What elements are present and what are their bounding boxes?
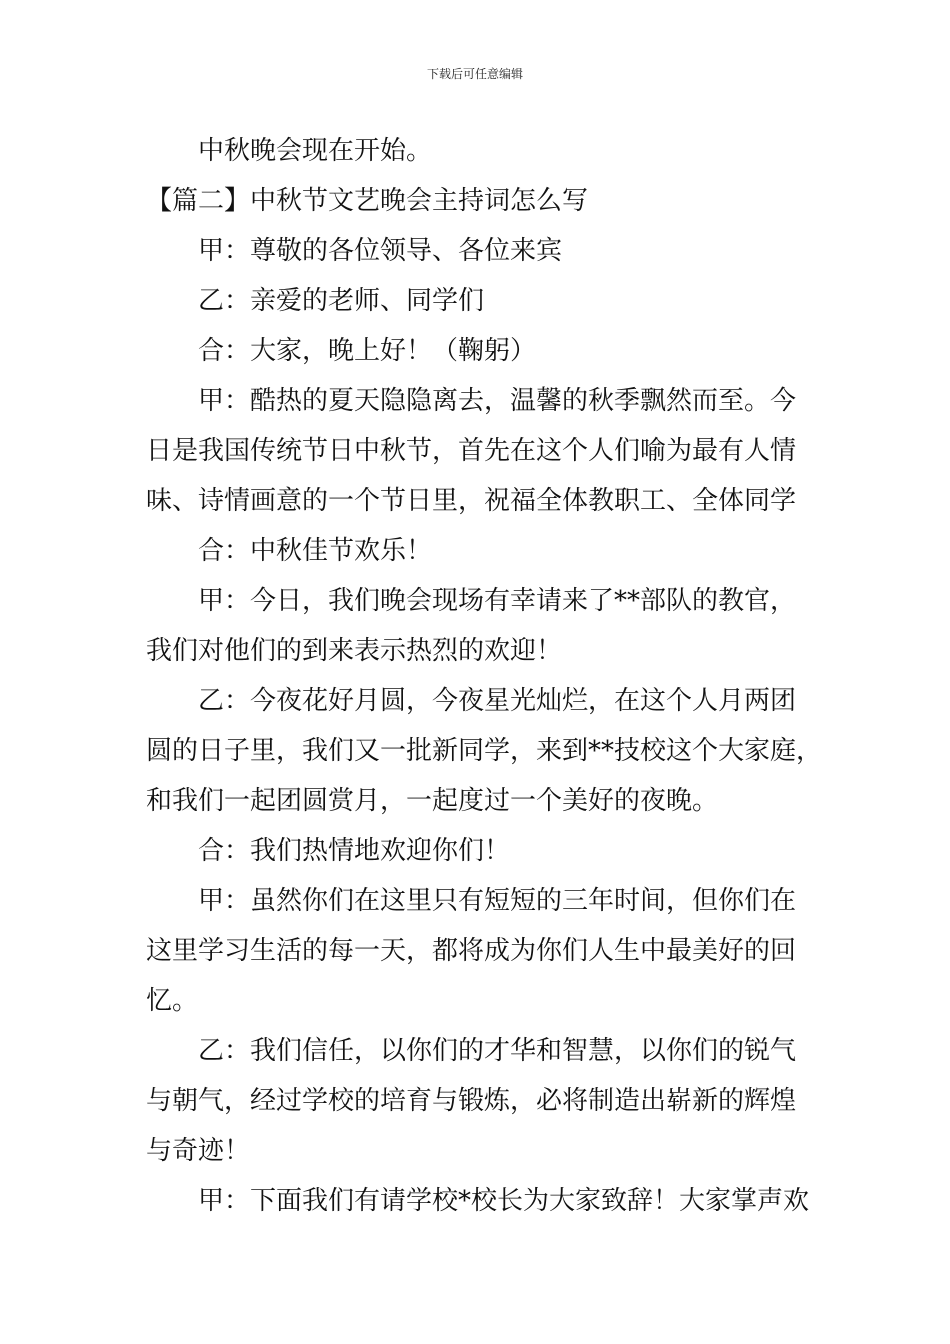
text-line: 【篇二】中秋节文艺晚会主持词怎么写	[146, 186, 589, 216]
text-line: 与奇迹！	[146, 1136, 251, 1166]
text-line: 中秋晚会现在开始。	[198, 136, 433, 166]
paragraph	[146, 676, 822, 726]
text-line: 甲：虽然你们在这里只有短短的三年时间，但你们在	[198, 886, 797, 916]
page-header: 下载后可任意编辑	[426, 67, 523, 81]
text-line: 我们对他们的到来表示热烈的欢迎！	[146, 636, 563, 666]
text-line: 与朝气，经过学校的培育与锻炼，必将制造出崭新的辉煌	[146, 1086, 797, 1116]
text-line: 和我们一起团圆赏月，一起度过一个美好的夜晚。	[146, 786, 719, 816]
text-line: 甲：下面我们有请学校*校长为大家致辞！大家掌声欢	[198, 1186, 810, 1216]
paragraph	[146, 376, 822, 426]
section-heading	[146, 176, 822, 226]
paragraph	[146, 326, 822, 376]
text-line: 甲：今日，我们晚会现场有幸请来了**部队的教官，	[198, 586, 797, 616]
paragraph	[146, 1026, 822, 1076]
text-line: 这里学习生活的每一天，都将成为你们人生中最美好的回	[146, 936, 797, 966]
paragraph	[146, 526, 822, 576]
paragraph	[146, 826, 822, 876]
text-line: 忆。	[146, 986, 199, 1016]
text-line: 乙：今夜花好月圆，今夜星光灿烂，在这个人月两团	[198, 686, 797, 716]
text-line: 味、诗情画意的一个节日里，祝福全体教职工、全体同学	[146, 486, 797, 516]
text-line: 甲：酷热的夏天隐隐离去，温馨的秋季飘然而至。今	[198, 386, 797, 416]
text-line: 乙：亲爱的老师、同学们	[198, 286, 485, 316]
paragraph	[146, 576, 822, 626]
paragraph-continuation	[146, 426, 822, 526]
paragraph	[146, 226, 822, 276]
text-line: 圆的日子里，我们又一批新同学，来到**技校这个大家庭，	[146, 736, 823, 766]
text-line: 日是我国传统节日中秋节，首先在这个人们喻为最有人情	[146, 436, 797, 466]
text-line: 合：中秋佳节欢乐！	[198, 536, 433, 566]
text-line: 乙：我们信任，以你们的才华和智慧，以你们的锐气	[198, 1036, 797, 1066]
paragraph-opening	[146, 126, 822, 176]
text-line: 甲：尊敬的各位领导、各位来宾	[198, 236, 563, 266]
paragraph	[146, 276, 822, 326]
paragraph-continuation	[146, 626, 822, 676]
paragraph	[146, 1176, 822, 1226]
paragraph-continuation	[146, 726, 822, 826]
paragraph-continuation	[146, 1076, 822, 1176]
paragraph	[146, 876, 822, 926]
document-body	[146, 126, 822, 1226]
text-line: 合：我们热情地欢迎你们！	[198, 836, 511, 866]
text-line: 合：大家，晚上好！（鞠躬）	[198, 336, 537, 366]
paragraph-continuation	[146, 926, 822, 1026]
